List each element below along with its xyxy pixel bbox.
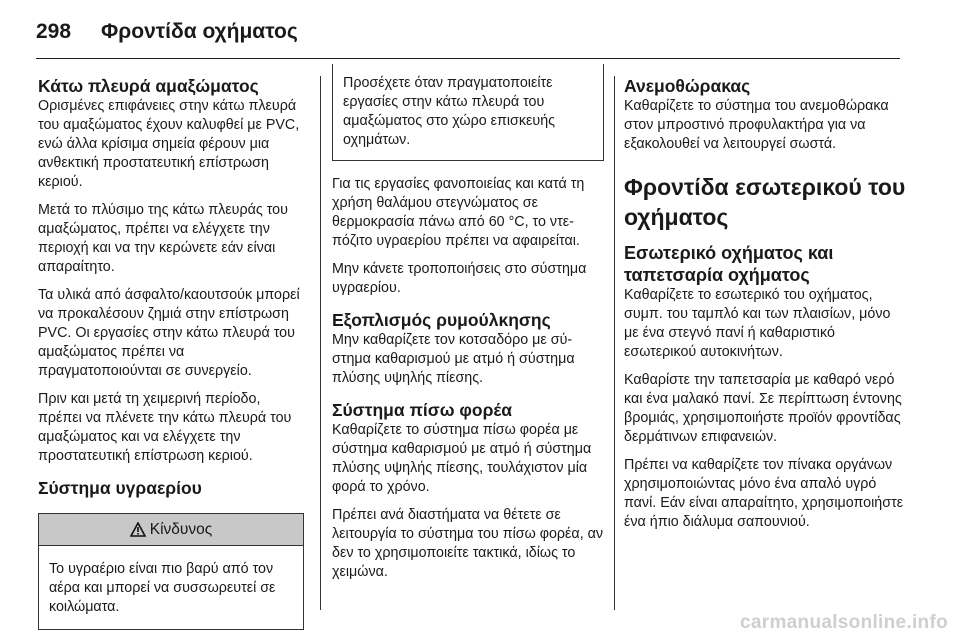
column-3 <box>624 76 908 541</box>
danger-box <box>38 513 304 630</box>
paragraph: Πρέπει ανά διαστήματα να θέτετε σε λειτουργία το σύστημα του πίσω φορέα, αν δεν το χρησιμοποιείτε τακτικά, ιδίως το χειμώνα. <box>332 507 604 580</box>
underbody-heading: Κάτω πλευρά αμαξώματος <box>38 76 259 96</box>
paragraph: Μην καθαρίζετε τον κοτσαδόρο με σύστημα καθαρισμού με ατμό ή σύστημα πλύσης υψηλής πίεσης. <box>332 332 575 386</box>
paragraph: Πριν και μετά τη χειμερινή περίοδο, πρέπει να πλένετε την κάτω πλευρά του αμαξώματος και να ελέγχετε την προστατευτική επίστρωση κεριού. <box>38 391 292 464</box>
header-rule <box>36 58 900 59</box>
lpg-heading: Σύστημα υγραερίου <box>38 478 202 498</box>
paragraph: Ορισμένες επιφάνειες στην κάτω πλευρά του αμαξώματος έχουν καλυφθεί με PVC, ενώ άλλα κρίσιμα σημεία φέρουν μια ανθεκτική προστατευτική επίστρωση κεριού. <box>38 98 300 190</box>
paragraph: Καθαρίστε την ταπετσαρία με καθαρό νερό και ένα μαλακό πανί. Σε περίπτωση έντονης βρομιάς, χρησιμοποιήστε προϊόν φροντίδας δερμάτινων επιφανειών. <box>624 372 902 445</box>
column-1 <box>38 76 306 630</box>
paragraph: Καθαρίζετε το σύστημα του ανεμοθώρακα στον μπροστινό προφυλακτήρα για να εξακολουθεί να λειτουργεί σωστά. <box>624 98 889 152</box>
interior-heading: Φροντίδα εσωτερικού του οχήματος <box>624 174 906 230</box>
paragraph: Καθαρίζετε το εσωτερικό του οχήματος, συμπ. του ταμπλό και των πλαισίων, μόνο με ένα στεγνό πανί ή καθαριστικό εσωτερικού αυτοκινήτων. <box>624 287 891 360</box>
paragraph: Πρέπει να καθαρίζετε τον πίνακα οργάνων χρησιμοποιώντας μόνο ένα απαλό υγρό πανί. Εάν είναι απαραίτητο, χρησιμοποιήστε ένα ήπιο διάλυμα σαπουνιού. <box>624 457 904 530</box>
rear-carrier-heading: Σύστημα πίσω φορέα <box>332 400 513 420</box>
danger-header <box>39 514 303 546</box>
paragraph: Μετά το πλύσιμο της κάτω πλευράς του αμαξώματος, πρέπει να ελέγχετε την περιοχή και να την κερώνετε εάν είναι απαραίτητο. <box>38 202 288 275</box>
paragraph: Για τις εργασίες φανοποιείας και κατά τη χρήση θαλάμου στεγνώματος σε θερμοκρασία πάνω από 60 °C, το ντεπόζιτο υγραερίου πρέπει να αφαιρείται. <box>332 176 585 249</box>
warning-triangle-icon <box>130 522 146 537</box>
paragraph: Μην κάνετε τροποποιήσεις στο σύστημα υγραερίου. <box>332 261 587 296</box>
watermark: carmanualsonline.info <box>740 612 948 633</box>
cabin-heading: Εσωτερικό οχήματος και ταπετσαρία οχήματος <box>624 243 834 285</box>
danger-text: Το υγραέριο είναι πιο βαρύ από τον αέρα και μπορεί να συσσωρευτεί σε κοιλώματα. <box>49 561 276 615</box>
caution-box: Προσέχετε όταν πραγματοποιείτε εργασίες στην κάτω πλευρά του αμαξώματος στο χώρο επισκευής οχημάτων. <box>332 64 604 161</box>
page-header <box>36 14 298 50</box>
column-divider <box>320 76 321 610</box>
windbreak-heading: Ανεμοθώρακας <box>624 76 751 96</box>
column-divider <box>614 76 615 610</box>
towing-heading: Εξοπλισμός ρυμούλκησης <box>332 310 551 330</box>
paragraph: Τα υλικά από άσφαλτο/καουτσούκ μπορεί να προκαλέσουν ζημιά στην επίστρωση PVC. Οι εργασίες στην κάτω πλευρά του αμαξώματος πρέπει να πραγματοποιούνται σε συνεργείο. <box>38 287 300 379</box>
column-2 <box>332 76 604 591</box>
page-title: Φροντίδα οχήματος <box>101 20 298 43</box>
page-number: 298 <box>36 20 72 43</box>
danger-label: Κίνδυνος <box>149 521 213 538</box>
paragraph: Καθαρίζετε το σύστημα πίσω φορέα με σύστημα καθαρισμού με ατμό ή σύστημα πλύσης υψηλής πίεσης, τουλάχιστον μία φορά το χρόνο. <box>332 422 592 495</box>
